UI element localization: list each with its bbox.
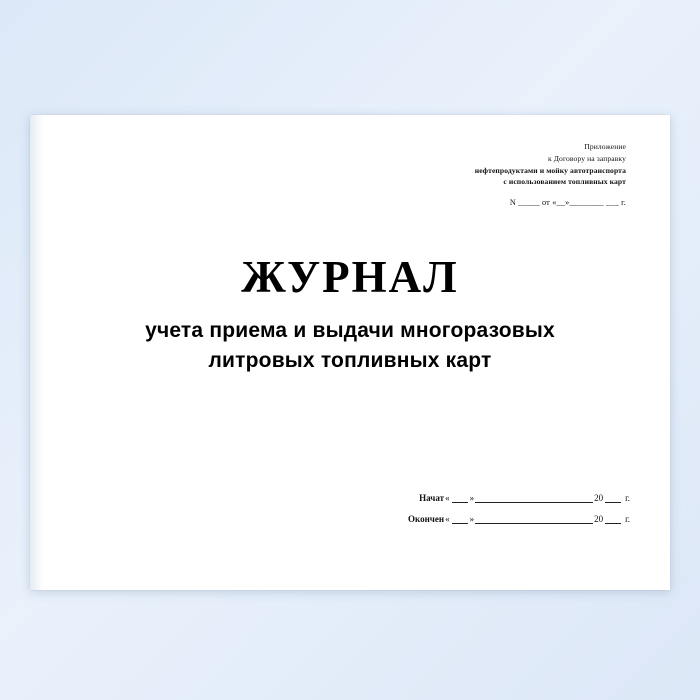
page-title: ЖУРНАЛ (241, 252, 459, 302)
start-year-blank (605, 493, 621, 503)
start-quote-close: » (469, 493, 475, 503)
appendix-block (326, 141, 626, 210)
end-date-row (300, 514, 630, 524)
end-year-blank (605, 514, 621, 524)
start-date-label: Начат (419, 493, 445, 503)
start-quote-open: « (445, 493, 450, 503)
start-day-blank (452, 493, 468, 503)
end-day-blank (452, 514, 468, 524)
appendix-line-2: к Договору на заправку (547, 153, 626, 163)
start-year-suffix: г. (625, 493, 630, 503)
start-year-prefix: 20 (594, 493, 604, 503)
end-year-suffix: г. (625, 514, 630, 524)
document-page (30, 115, 670, 590)
title-block (30, 252, 670, 376)
end-quote-close: » (469, 514, 475, 524)
page-subtitle-line-1: учета приема и выдачи многоразовых (145, 319, 555, 342)
end-quote-open: « (445, 514, 450, 524)
page-subtitle-line-2: литровых топливных карт (208, 348, 492, 372)
end-month-blank (475, 514, 593, 524)
end-date-label: Окончен (408, 514, 445, 524)
appendix-line-1: Приложение (584, 142, 626, 151)
end-year-prefix: 20 (594, 514, 604, 524)
dates-block (300, 493, 630, 535)
start-date-row (300, 493, 630, 503)
appendix-number-line: N _____ от «__»________ ___ г. (509, 198, 626, 208)
appendix-line-3: нефтепродуктами и мойку автотранспорта (474, 165, 626, 175)
appendix-line-4: с использованием топливных карт (503, 177, 626, 187)
start-month-blank (475, 493, 593, 503)
page-subtitle (30, 316, 670, 376)
